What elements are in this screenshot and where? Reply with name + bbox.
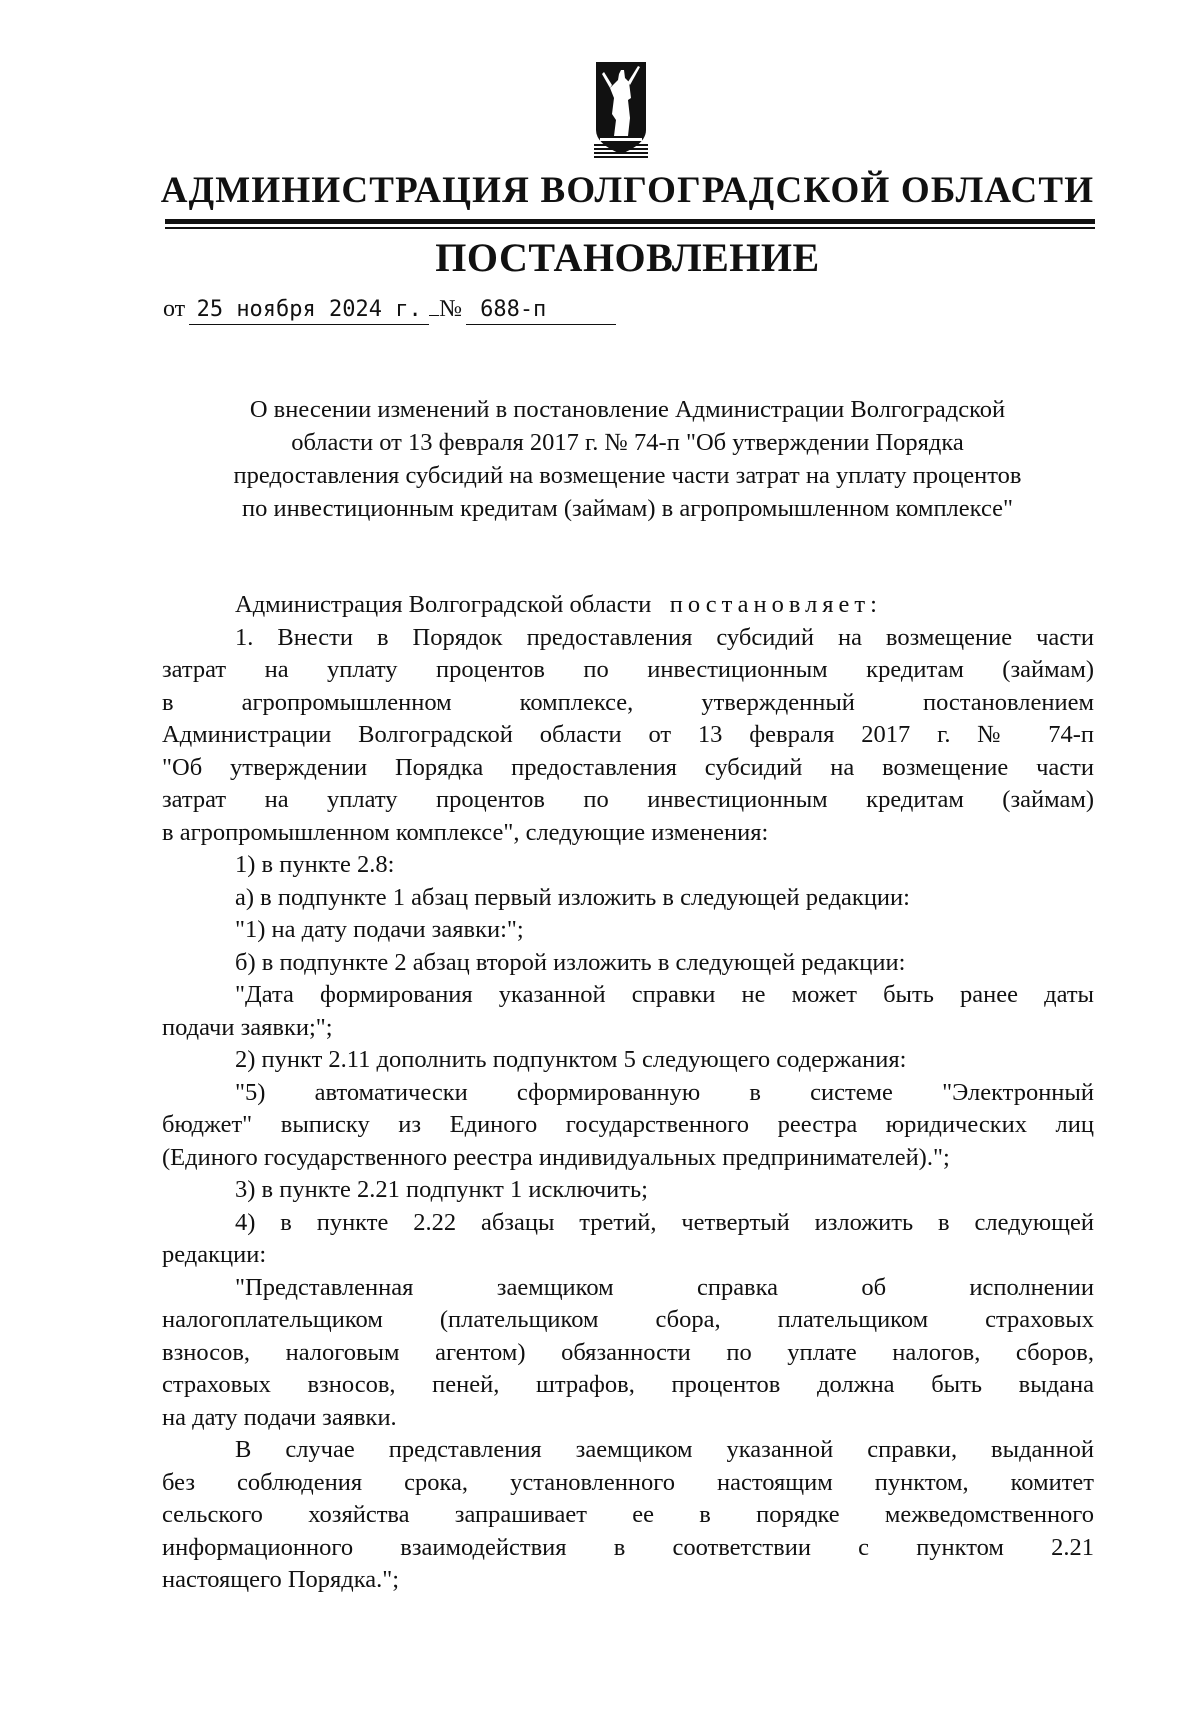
paragraph-line: сельского хозяйства запрашивает ее в порядке межведомственного [162, 1501, 1094, 1528]
subject-line: по инвестиционным кредитам (займам) в агропромышленном комплексе" [241, 495, 1014, 522]
subject-line: предоставления субсидий на возмещение части затрат на уплату процентов [233, 462, 1022, 489]
document-subject [150, 393, 1105, 525]
item-4-text-2 [162, 1434, 1094, 1597]
date-prefix: от [163, 296, 186, 322]
item-4 [162, 1207, 1094, 1272]
item-1a-text: "1) на дату подачи заявки:"; [235, 916, 524, 943]
date-number-line [163, 292, 616, 326]
date-gap-underline [429, 315, 439, 316]
header-divider-thin [165, 227, 1095, 229]
paragraph-line: взносов, налоговым агентом) обязанности по уплате налогов, сборов, [162, 1338, 1094, 1366]
paragraph-line: налогоплательщиком (плательщиком сбора, плательщиком страховых [162, 1306, 1094, 1333]
volgograd-emblem-icon [594, 58, 648, 158]
paragraph-line: в агропромышленном комплексе", следующие изменения: [162, 818, 769, 846]
paragraph-line: информационного взаимодействия в соответствии с пунктом 2.21 [162, 1533, 1094, 1561]
paragraph-line: "Об утверждении Порядка предоставления субсидий на возмещение части [162, 753, 1094, 781]
paragraph-line: затрат на уплату процентов по инвестиционным кредитам (займам) [162, 656, 1094, 683]
paragraph-line: В случае представления заемщиком указанной справки, выданной [235, 1436, 1094, 1463]
paragraph-line: в агропромышленном комплексе, утвержденный постановлением [162, 688, 1094, 716]
paragraph-line: настоящего Порядка."; [162, 1566, 400, 1593]
number-prefix: № [439, 296, 463, 322]
preamble-verb: постановляет: [669, 591, 882, 618]
item-1: 1) в пункте 2.8: [235, 851, 395, 878]
document-date: 25 ноября 2024 г. [189, 296, 429, 325]
item-1b-text [162, 979, 1094, 1044]
paragraph-line: Администрации Волгоградской области от 13 февраля 2017 г. № 74-п [162, 721, 1094, 748]
paragraph-line: 4) в пункте 2.22 абзацы третий, четвертый изложить в следующей [235, 1208, 1094, 1236]
paragraph-line: бюджет" выписку из Единого государственного реестра юридических лиц [162, 1111, 1094, 1138]
paragraph-1 [162, 622, 1094, 850]
item-3: 3) в пункте 2.21 подпункт 1 исключить; [235, 1176, 648, 1203]
item-4-text-1 [162, 1272, 1094, 1435]
document-body [162, 589, 1094, 1597]
paragraph-line: без соблюдения срока, установленного настоящим пунктом, комитет [162, 1468, 1094, 1496]
paragraph-line: подачи заявки;"; [162, 1013, 333, 1041]
paragraph-line: "Представленная заемщиком справка об исполнении [235, 1273, 1094, 1301]
organization-title: АДМИНИСТРАЦИЯ ВОЛГОГРАДСКОЙ ОБЛАСТИ [160, 170, 1095, 211]
item-2-text [162, 1077, 1094, 1175]
preamble [162, 589, 1094, 622]
header-divider-thick [165, 219, 1095, 224]
paragraph-line: (Единого государственного реестра индивидуальных предпринимателей)."; [162, 1143, 950, 1171]
preamble-start: Администрация Волгоградской области [235, 591, 652, 618]
item-1a: а) в подпункте 1 абзац первый изложить в следующей редакции: [235, 883, 910, 911]
document-type-title: ПОСТАНОВЛЕНИЕ [435, 235, 820, 280]
paragraph-line: затрат на уплату процентов по инвестиционным кредитам (займам) [162, 786, 1094, 813]
item-1b: б) в подпункте 2 абзац второй изложить в следующей редакции: [235, 948, 906, 976]
paragraph-line: страховых взносов, пеней, штрафов, процентов должна быть выдана [162, 1371, 1094, 1398]
subject-line: О внесении изменений в постановление Администрации Волгоградской [249, 396, 1006, 423]
paragraph-line: на дату подачи заявки. [162, 1403, 397, 1431]
paragraph-line: "Дата формирования указанной справки не может быть ранее даты [235, 981, 1094, 1008]
subject-line: области от 13 февраля 2017 г. № 74-п "Об утверждении Порядка [291, 429, 964, 456]
paragraph-line: 1. Внести в Порядок предоставления субсидий на возмещение части [235, 623, 1094, 651]
paragraph-line: редакции: [162, 1241, 267, 1268]
document-number: 688-п [466, 296, 616, 325]
item-2: 2) пункт 2.11 дополнить подпунктом 5 следующего содержания: [235, 1046, 907, 1073]
paragraph-line: "5) автоматически сформированную в системе "Электронный [235, 1078, 1094, 1106]
